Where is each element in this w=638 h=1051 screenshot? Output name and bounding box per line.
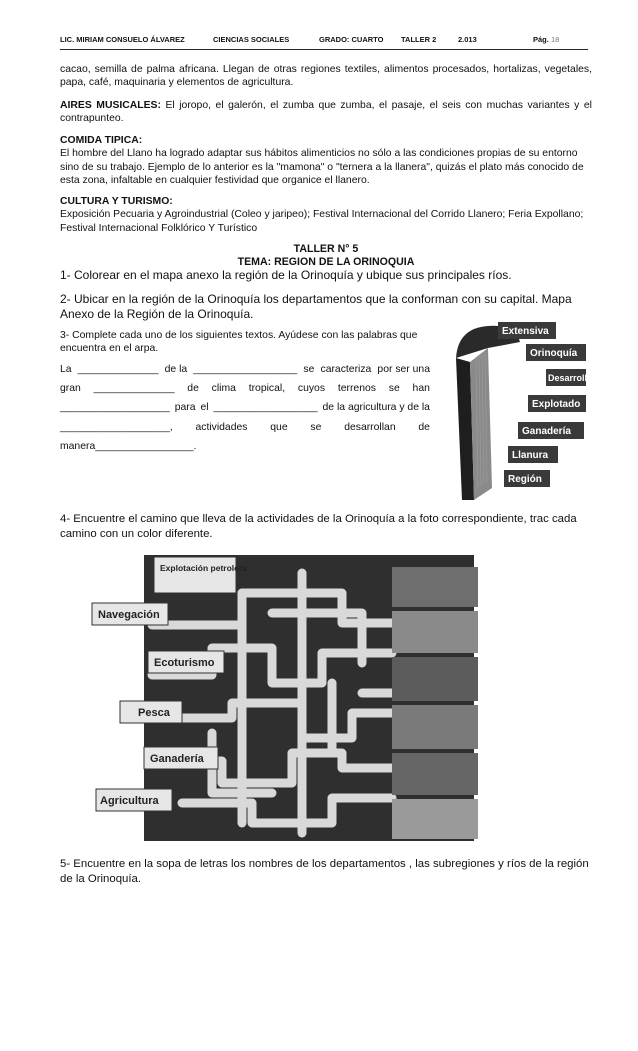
question-2: 2- Ubicar en la región de la Orinoquía los departamentos que la conforman con su capital. Mapa Anexo de la Región de la Orinoquía.	[60, 292, 572, 321]
maze-photo	[392, 753, 478, 795]
question-3: 3- Complete cada uno de los siguientes textos. Ayúdese con las palabras que encuentra en el arpa.	[60, 330, 418, 354]
maze-illustration	[92, 553, 484, 843]
maze-label-ganaderia: Ganadería	[150, 753, 204, 765]
maze-photo	[392, 567, 478, 607]
fill-word: La	[60, 364, 72, 375]
harp-word-orinoquia: Orinoquía	[530, 348, 578, 359]
fill-word: por ser una	[377, 364, 430, 375]
fill-blank[interactable]: __________________	[193, 364, 298, 375]
fill-blank[interactable]: ___________________,	[60, 422, 173, 433]
header-page	[533, 35, 559, 44]
maze-photo	[392, 705, 478, 749]
harp-illustration	[448, 318, 593, 503]
music-text: El joropo, el galerón, el zumba que zumba, el pasaje, el seis con muchas variantes y el contrapunteo.	[60, 100, 592, 125]
fill-line-3	[60, 402, 430, 413]
maze-label-pesca: Pesca	[138, 707, 170, 719]
culture-paragraph	[60, 195, 592, 235]
fill-word: terrenos	[337, 383, 376, 394]
question-5: 5- Encuentre en la sopa de letras los nombres de los departamentos , las subregiones y ríos de la región de la Orinoquía.	[60, 858, 589, 885]
harp-word-region: Región	[508, 474, 542, 485]
header-rule	[60, 49, 588, 50]
crops-paragraph: cacao, semilla de palma africana. Llegan de otras regiones textiles, alimentos procesados, hortalizas, vegetales, papa, café, maquinaria y elementos de agricultura.	[60, 64, 592, 89]
fill-word: actividades	[195, 422, 248, 433]
workshop-heading	[60, 243, 592, 268]
fill-word: se	[303, 364, 315, 375]
harp-word-desarrollo: Desarrollo	[548, 373, 593, 383]
fill-line-2	[60, 383, 430, 394]
maze-photo	[392, 799, 478, 839]
fill-word: gran	[60, 383, 81, 394]
workshop-title: TALLER N° 5	[293, 243, 359, 255]
harp-word-extensiva: Extensiva	[502, 326, 549, 337]
header-page-label: Pág.	[533, 35, 549, 44]
maze-figure	[92, 553, 484, 843]
fill-word: han	[412, 383, 430, 394]
header-grade: GRADO: CUARTO	[319, 35, 384, 44]
fill-word: se	[388, 383, 400, 394]
culture-text: Exposición Pecuaria y Agroindustrial (Coleo y jaripeo); Festival Internacional del Corrido Llanero; Feria Expollano; Festival Internacional Folklórico Y Turístico	[60, 209, 584, 234]
harp-word-explotado: Explotado	[532, 399, 581, 410]
food-paragraph	[60, 134, 592, 188]
workshop-theme: TEMA: REGION DE LA ORINOQUIA	[237, 255, 415, 268]
culture-label: CULTURA Y TURISMO:	[60, 196, 173, 207]
question-1: 1- Colorear en el mapa anexo la región de la Orinoquía y ubique sus principales ríos.	[60, 268, 512, 282]
fill-line-1	[60, 364, 430, 375]
music-paragraph	[60, 99, 592, 126]
harp-figure	[448, 318, 593, 503]
fill-word: para	[174, 402, 196, 413]
fill-word: de la	[164, 364, 188, 375]
header-page-number: 18	[550, 35, 560, 44]
fill-word: caracteriza	[320, 364, 372, 375]
music-label: AIRES MUSICALES:	[60, 100, 161, 111]
fill-word: de	[187, 383, 199, 394]
maze-label-petrolera: Explotación petrolera	[160, 563, 247, 573]
fill-word: se	[310, 422, 322, 433]
fill-word: tropical,	[248, 383, 286, 394]
fill-blank[interactable]: manera_________________.	[60, 441, 197, 452]
maze-label-agricultura: Agricultura	[100, 795, 159, 807]
harp-word-llanura: Llanura	[512, 450, 549, 461]
fill-word: que	[270, 422, 288, 433]
fill-word: cuyos	[297, 383, 326, 394]
fill-line-5	[60, 441, 430, 452]
fill-word: de	[418, 422, 430, 433]
maze-photo	[392, 657, 478, 701]
fill-blank[interactable]: ___________________	[60, 402, 170, 413]
fill-word: desarrollan	[344, 422, 396, 433]
fill-line-4	[60, 422, 430, 433]
fill-word: de la agricultura y de la	[322, 402, 430, 413]
header-author: LIC. MIRIAM CONSUELO ÁLVAREZ	[60, 35, 185, 44]
fill-word: el	[200, 402, 209, 413]
fill-blank[interactable]: ______________	[77, 364, 159, 375]
harp-word-ganaderia: Ganadería	[522, 426, 571, 437]
page-header	[60, 32, 580, 48]
maze-photo	[392, 611, 478, 653]
fill-blank[interactable]: ______________	[93, 383, 175, 394]
food-label: COMIDA TIPICA:	[60, 135, 143, 146]
header-subject: CIENCIAS SOCIALES	[213, 35, 290, 44]
header-workshop: TALLER 2	[401, 35, 437, 44]
fill-word: clima	[211, 383, 236, 394]
question-4: 4- Encuentre el camino que lleva de la actividades de la Orinoquía a la foto correspondiente, trac cada camino con un color diferente.	[60, 513, 577, 540]
fill-blank[interactable]: __________________	[213, 402, 318, 413]
maze-label-navegacion: Navegación	[98, 609, 160, 621]
header-year: 2.013	[458, 35, 477, 44]
maze-label-ecoturismo: Ecoturismo	[154, 657, 215, 669]
food-text: El hombre del Llano ha logrado adaptar sus hábitos alimenticios no sólo a las condiciones propias de su entorno sino de su trabajo. Ejemplo de lo anterior es la "mamona" o "ternera a la llanera", quizás el plato más conocido de esta zona, infaltable en cualquier festividad que organice el llanero.	[60, 148, 584, 187]
